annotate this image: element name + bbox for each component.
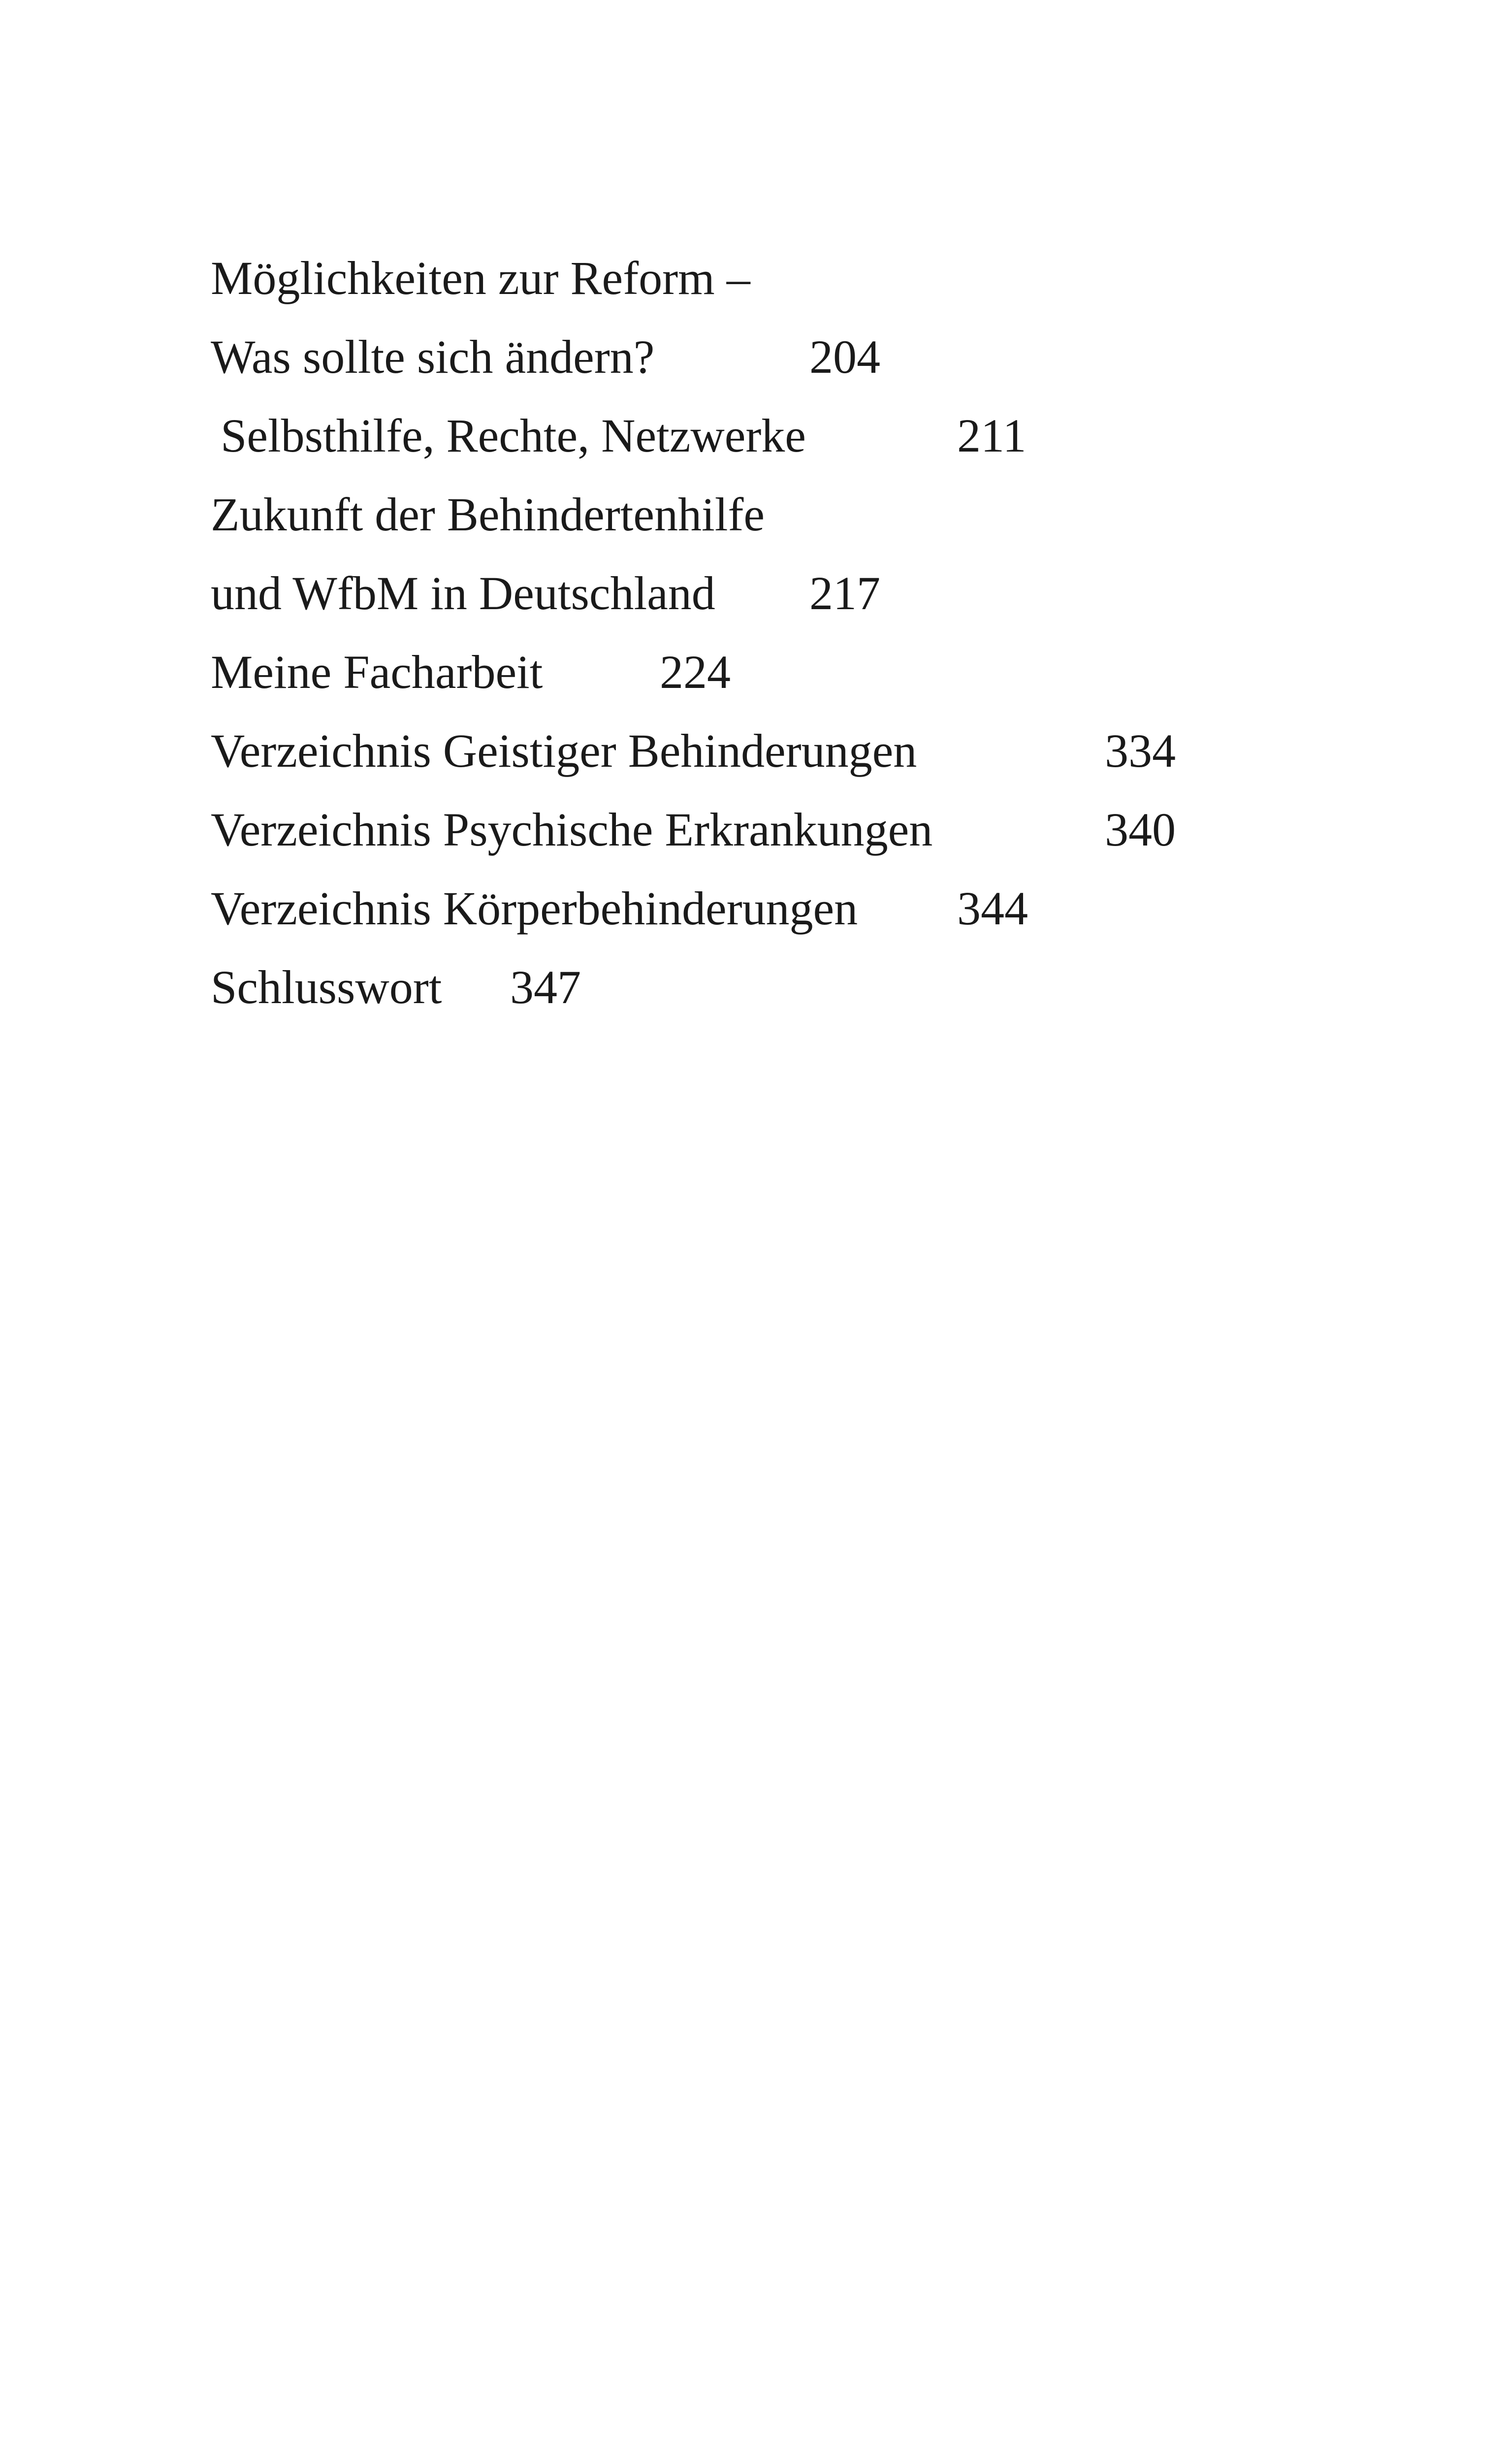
toc-entry-schlusswort <box>211 948 1343 1027</box>
toc-entry-zukunft <box>211 554 1343 633</box>
toc-entry-selbsthilfe <box>211 396 1343 475</box>
toc-entry-reform-title <box>211 239 1343 318</box>
toc-page-number: 334 <box>1105 724 1176 777</box>
toc-entry-koerperbehinderungen <box>211 869 1343 948</box>
toc-entry-facharbeit <box>211 633 1343 712</box>
toc-page-number: 217 <box>809 567 880 619</box>
toc-entry-zukunft-title <box>211 475 1343 554</box>
toc-page-number: 344 <box>957 882 1028 935</box>
toc-page-number: 211 <box>957 409 1027 462</box>
toc-entry-text: Verzeichnis Geistiger Behinderungen <box>211 724 917 777</box>
toc-page-number: 340 <box>1105 803 1176 856</box>
toc-entry-psychische-erkrankungen <box>211 790 1343 869</box>
toc-entry-text: Meine Facharbeit <box>211 646 543 698</box>
toc-entry-text: Verzeichnis Psychische Erkrankungen <box>211 803 933 856</box>
table-of-contents <box>211 239 1343 1027</box>
toc-entry-reform <box>211 318 1343 396</box>
toc-entry-text: Schlusswort <box>211 961 442 1013</box>
toc-entry-text: Möglichkeiten zur Reform – <box>211 252 750 304</box>
toc-entry-text: und WfbM in Deutschland <box>211 567 715 619</box>
toc-entry-text: Verzeichnis Körperbehinderungen <box>211 882 858 935</box>
toc-page-number: 204 <box>809 330 880 383</box>
toc-page-number: 347 <box>510 961 581 1013</box>
toc-entry-text: Zukunft der Behindertenhilfe <box>211 488 765 541</box>
toc-entry-text: Was sollte sich ändern? <box>211 330 655 383</box>
toc-entry-geistige-behinderungen <box>211 712 1343 790</box>
toc-page-number: 224 <box>660 646 731 698</box>
toc-entry-text: Selbsthilfe, Rechte, Netzwerke <box>221 409 806 462</box>
